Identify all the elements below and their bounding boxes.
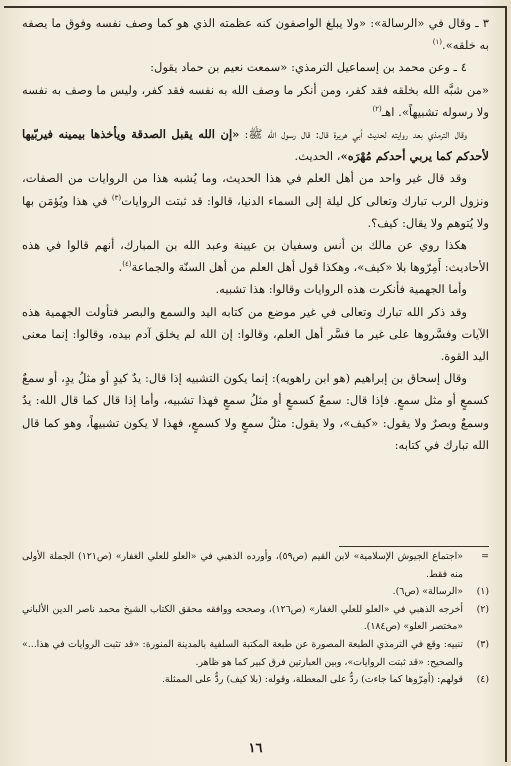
paragraph-scholars bbox=[22, 167, 489, 234]
paragraph-quote bbox=[22, 79, 489, 123]
footnotes bbox=[22, 548, 489, 689]
paragraph-4: ٤ ـ وعن محمد بن إسماعيل الترمذي: «سمعت نعيم بن حماد يقول: bbox=[150, 60, 467, 75]
footnote-continued bbox=[22, 548, 489, 583]
hadith-tail: ، الحديث. bbox=[294, 149, 341, 164]
page-number: ١٦ bbox=[248, 741, 263, 756]
paragraph-tirmidhi bbox=[22, 123, 489, 167]
scholars-text: وقد قال غير واحد من أهل العلم في هذا الحديث، وما يُشبه هذا من الروايات من الصفات، ونزول الرب تبارك وتعالى كل ليلة إلى السماء الدنيا، قالوا: قد ثبتت الروايات bbox=[22, 171, 490, 208]
paragraph-3-text: ٣ ـ وقال في «الرسالة»: «ولا يبلغ الواصفون كنه عظمته الذي هو كما وصف نفسه وفوق ما يصفه به خلقه». bbox=[22, 16, 489, 53]
paragraph-ishaq: وقال إسحاق بن إبراهيم (هو ابن راهويه): إنما يكون التشبيه إذا قال: يدٌ كيدٍ أو مثلُ يدٍ، أو سمعٌ كسمعٍ أو مثل سمعٍ. فإذا قال: سمعٌ كسمعٍ أو مثلُ سمعٍ فهذا تشبيه، وأما إذا قال كما قال الله: يدٌ وسمعٌ وبصرٌ ولا يقول: «كيف»، ولا يقول: مثلُ سمعٍ ولا كسمعٍ، فهذا لا يكون تشبيهاً، وهو كما قال الله تبارك في كتابه: bbox=[22, 371, 489, 452]
tirmidhi-intro: وقال الترمذي بعد روايته لحديث أبي هريرة قال: قال رسول الله ﷺ: bbox=[244, 127, 468, 142]
footnote-text: «الرسالة» (ص٦). bbox=[392, 586, 463, 598]
footnote-ref-3[interactable]: (٣) bbox=[111, 193, 122, 202]
paragraph-3 bbox=[22, 12, 489, 56]
paragraph-jahmiyya: وأما الجهمية فأنكرت هذه الروايات وقالوا: هذا تشبيه. bbox=[215, 282, 467, 297]
footnote-text: تنبيه: وقع في الترمذي الطبعة المصورة عن طبعة المكتبة السلفية بالمدينة المنورة: «قد تثبت الروايات في هذا...» والصحيح: «قد ثبتت الروايات»، وبين العبارتين فرق كبير كما هو ظاهر. bbox=[22, 638, 463, 668]
footnote-number: (٣) bbox=[476, 638, 489, 650]
quote-text: «من شبَّه الله بخلقه فقد كفر، ومن أنكر ما وصف الله به نفسه فقد كفر، وليس ما وصف به نفسه ولا رسوله تشبيهاً». اهـ bbox=[22, 82, 489, 119]
hadith-text: «إن الله يقبل الصدقة ويأخذها بيمينه فيربّيها لأحدكم كما يربي أحدكم مُهْرَه» bbox=[22, 127, 489, 164]
footnote-4 bbox=[22, 671, 489, 689]
footnote-ref-4[interactable]: (٤) bbox=[122, 260, 132, 269]
malik-text: هكذا روي عن مالك بن أنس وسفيان بن عيينة وعبد الله بن المبارك، أنهم قالوا في هذه الأحاديث: أَمِرّوها بلا «كيف»، وهكذا قول أهل العلم من أهل السنّة والجماعة bbox=[22, 238, 489, 275]
footnote-number: = bbox=[481, 551, 489, 562]
footnote-text: أخرجه الذهبي في «العلو للعلي الغفار» (ص١٢٦)، وصححه ووافقه محقق الكتاب الشيخ محمد ناصر الدين الألباني «مختصر العلو» (ص١٨٤). bbox=[22, 603, 463, 633]
footnote-1 bbox=[22, 583, 489, 601]
footnote-ref-1[interactable]: (١) bbox=[432, 38, 442, 47]
footnote-ref-2[interactable]: (٢) bbox=[372, 104, 382, 113]
footnote-divider bbox=[339, 546, 489, 547]
footnote-number: (١) bbox=[476, 586, 489, 598]
footnote-number: (٢) bbox=[476, 603, 489, 615]
footnote-3 bbox=[22, 636, 489, 671]
footnote-text: قولهم: (أمِرّوها كما جاءت) ردٌّ على المعطلة، وقوله: (بلا كيف) ردٌّ على الممثلة. bbox=[161, 674, 463, 686]
footnote-number: (٤) bbox=[476, 674, 489, 686]
scholars-text-end: في هذا ويُؤمَن بها ولا يُتوهم ولا يقال: كيف؟. bbox=[22, 193, 489, 230]
footnote-2 bbox=[22, 601, 489, 636]
footnote-text: «اجتماع الجيوش الإسلامية» لابن القيم (ص٥٩)، وأورده الذهبي في «العلو للعلي الغفار» (ص١٢١) الجملة الأولى منه فقط. bbox=[22, 551, 463, 580]
main-text bbox=[22, 12, 489, 456]
paragraph-malik: هكذا روي عن مالك بن أنس وسفيان بن عيينة وعبد الله بن المبارك، أنهم قالوا في هذه الأحاديث: أَمِرّوها بلا «كيف»، وهكذا قول أهل العلم من أهل السنّة والجماعة$^{(٤)}$. bbox=[22, 238, 489, 275]
paragraph-quran: وقد ذكر الله تبارك وتعالى في غير موضع من كتابه اليد والسمع والبصر فتأولت الجهمية هذه الآيات وفسَّروها على غير ما فسَّر أهل العلم، وقالوا: إن الله لم يخلق آدم بيده، وقالوا: إنما معنى اليد القوة. bbox=[22, 304, 489, 364]
